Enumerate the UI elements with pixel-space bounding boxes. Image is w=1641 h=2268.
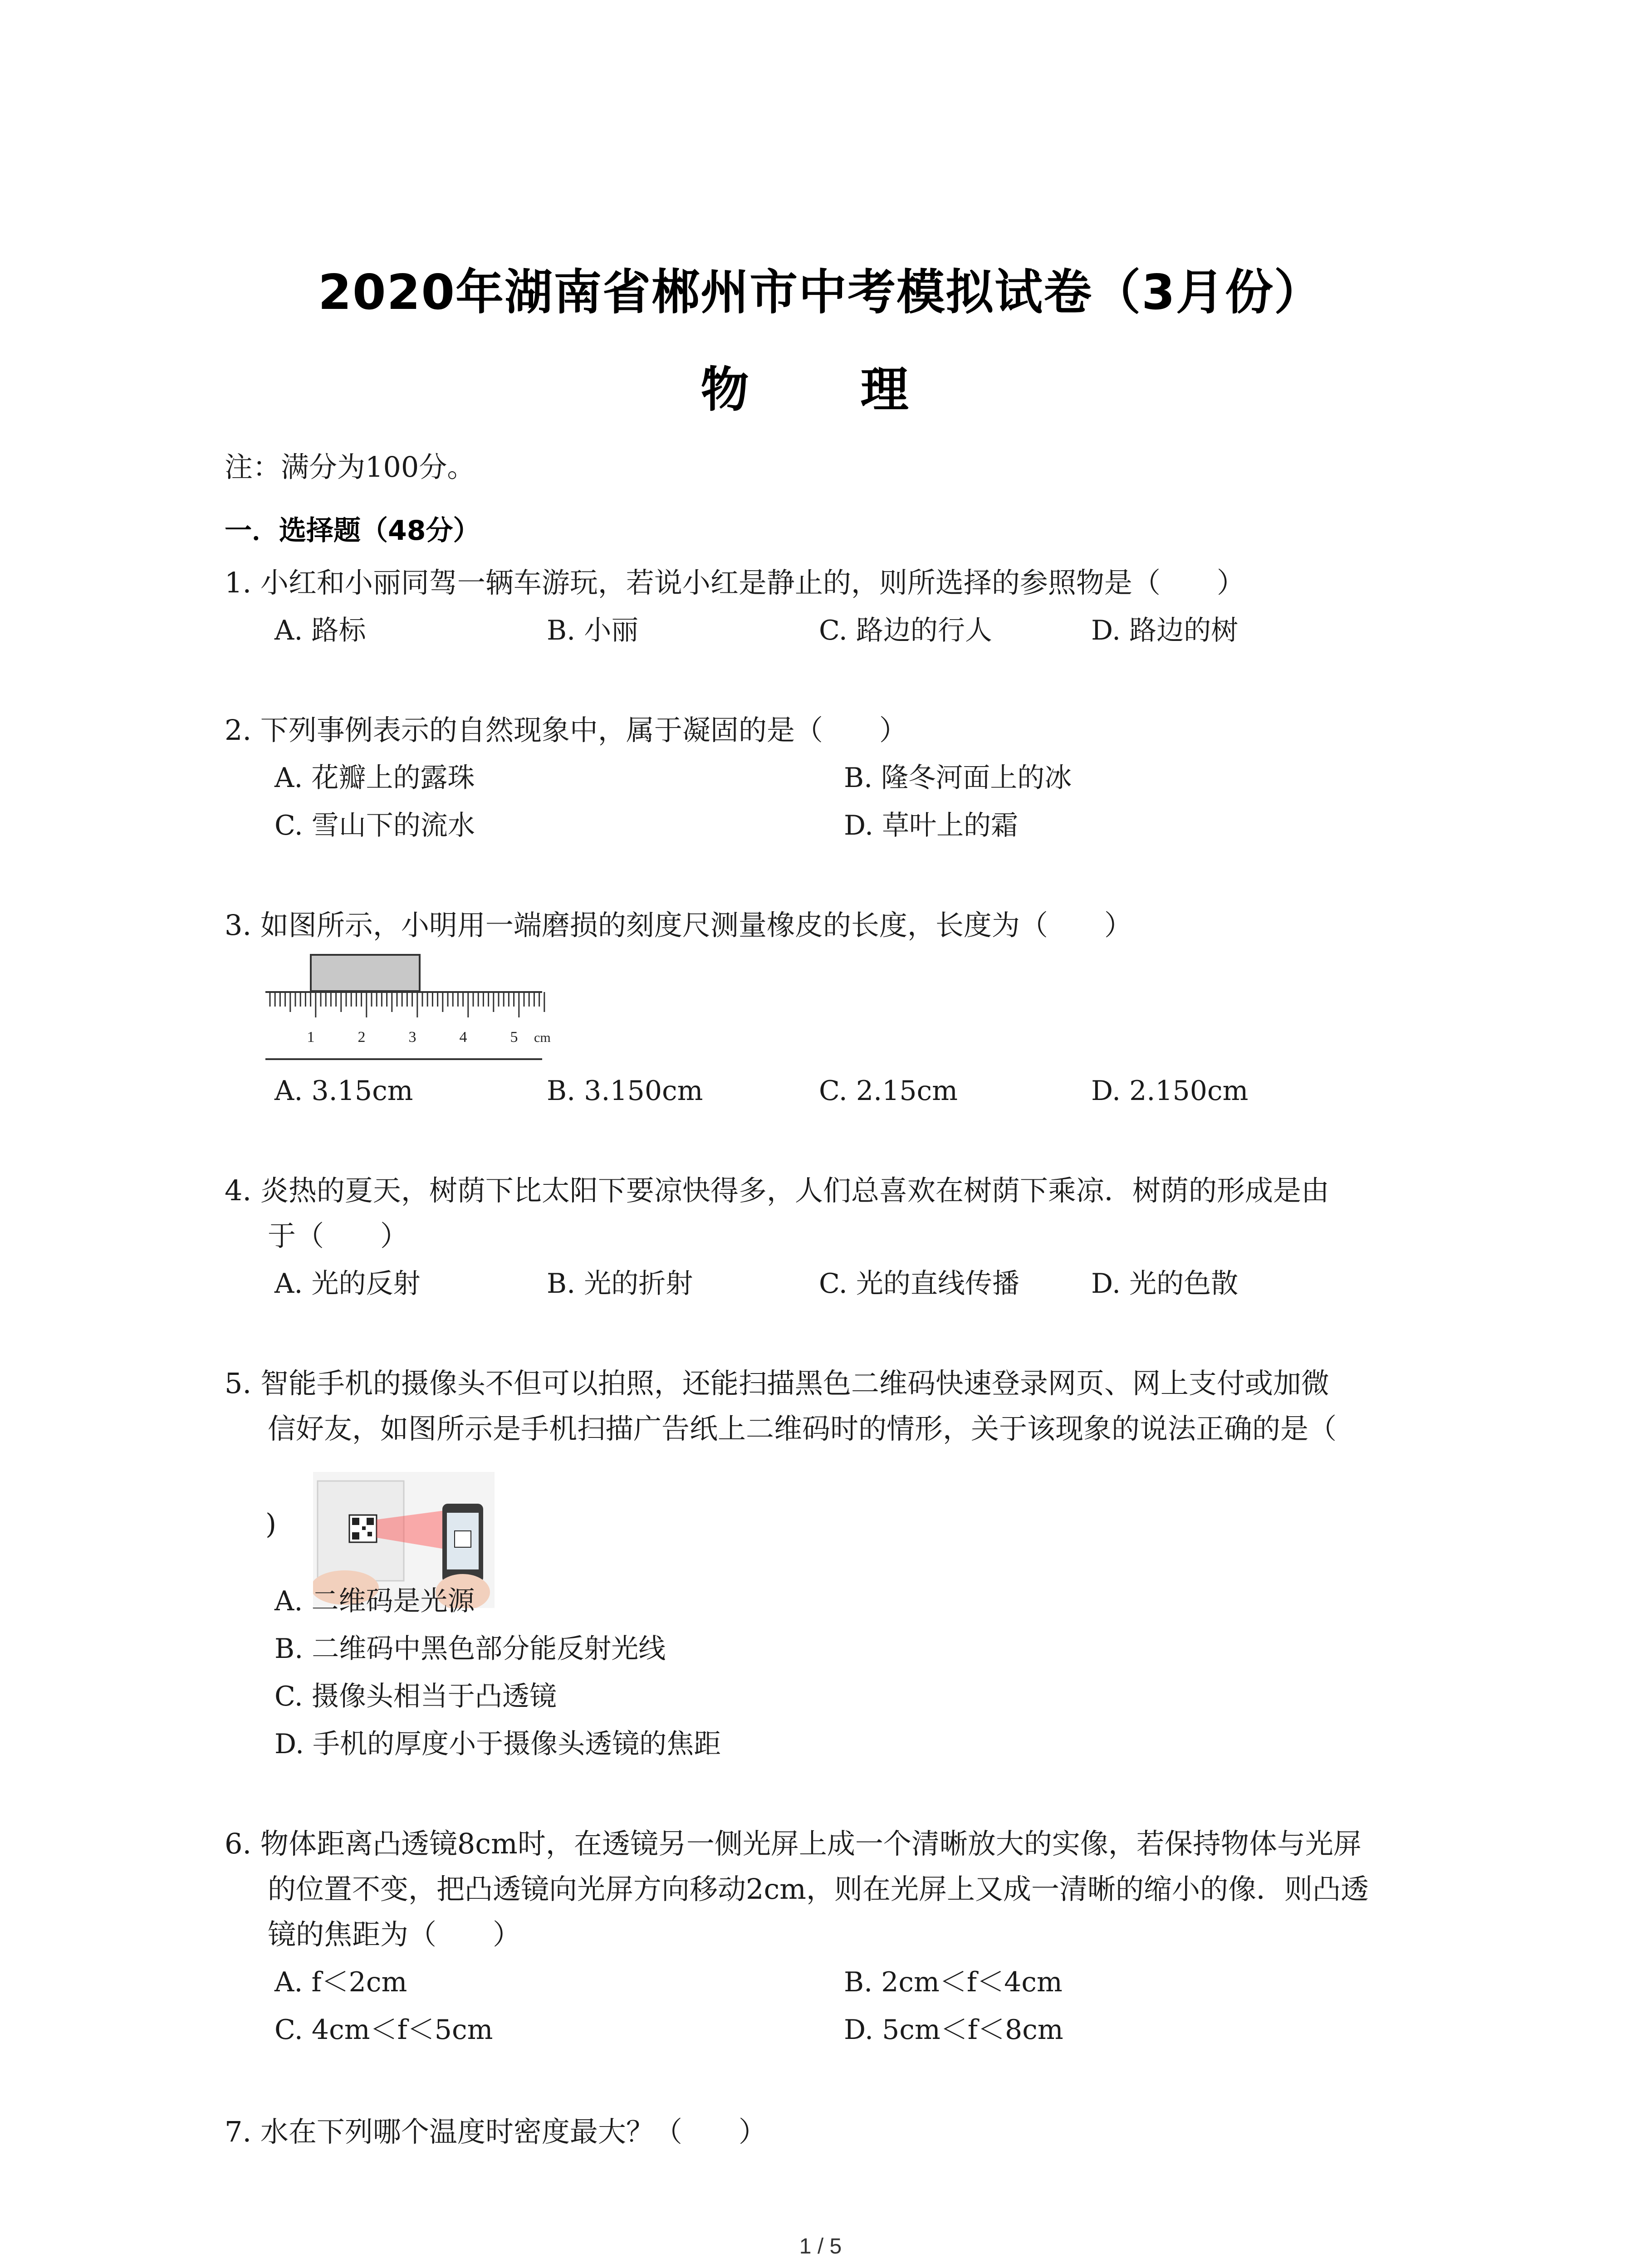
q4-option-c: C. 光的直线传播 — [819, 1268, 1019, 1300]
q2-option-b: B. 隆冬河面上的冰 — [844, 762, 1072, 794]
page-number: 1 / 5 — [799, 2234, 842, 2258]
ruler-ticks — [270, 992, 544, 1017]
q4-option-b: B. 光的折射 — [547, 1268, 693, 1300]
question-4-stem-line-1: 4. 炎热的夏天，树荫下比太阳下要凉快得多，人们总喜欢在树荫下乘凉．树荫的形成是由 — [225, 1174, 1329, 1207]
q3-option-c: C. 2.15cm — [819, 1075, 958, 1107]
question-6-stem-line-3: 镜的焦距为（ ） — [268, 1918, 521, 1951]
ruler-label-4: 4 — [459, 1029, 467, 1046]
subject-heading: 物 理 — [700, 362, 941, 418]
eraser-block — [311, 955, 420, 991]
q2-option-d: D. 草叶上的霜 — [844, 810, 1019, 841]
q1-option-b: B. 小丽 — [547, 615, 639, 646]
q2-option-c: C. 雪山下的流水 — [274, 810, 475, 841]
q4-option-a: A. 光的反射 — [274, 1268, 421, 1300]
ruler-label-3: 3 — [408, 1029, 416, 1046]
question-5-stem-line-1: 5. 智能手机的摄像头不但可以拍照，还能扫描黑色二维码快速登录网页、网上支付或加微 — [225, 1367, 1329, 1400]
q1-option-a: A. 路标 — [274, 615, 366, 646]
exam-title: 2020年湖南省郴州市中考模拟试卷（3月份） — [318, 264, 1323, 320]
ruler-unit: cm — [534, 1030, 551, 1045]
question-6-stem-line-2: 的位置不变，把凸透镜向光屏方向移动2cm，则在光屏上又成一清晰的缩小的像．则凸透 — [268, 1872, 1369, 1906]
q6-option-b: B. 2cm＜f＜4cm — [844, 1966, 1063, 1998]
q6-option-a: A. f＜2cm — [274, 1966, 407, 1998]
q5-option-a: A. 二维码是光源 — [274, 1585, 475, 1617]
question-1-stem: 1. 小红和小丽同驾一辆车游玩，若说小红是静止的，则所选择的参照物是（ ） — [225, 566, 1245, 599]
ruler-label-1: 1 — [307, 1029, 315, 1046]
ruler-label-5: 5 — [510, 1029, 518, 1046]
q5-option-b: B. 二维码中黑色部分能反射光线 — [274, 1633, 666, 1665]
q3-option-d: D. 2.150cm — [1091, 1075, 1249, 1107]
q3-option-b: B. 3.150cm — [547, 1075, 703, 1107]
question-5-stem-line-2: 信好友，如图所示是手机扫描广告纸上二维码时的情形，关于该现象的说法正确的是（ — [268, 1412, 1337, 1445]
question-7-stem: 7. 水在下列哪个温度时密度最大？（ ） — [225, 2115, 767, 2148]
ruler-figure — [265, 950, 556, 1068]
qr-code-icon — [349, 1515, 377, 1542]
ruler-label-2: 2 — [358, 1029, 366, 1046]
question-4-stem-line-2: 于（ ） — [268, 1219, 409, 1252]
q3-option-a: A. 3.15cm — [274, 1075, 413, 1107]
q5-option-d: D. 手机的厚度小于摄像头透镜的焦距 — [274, 1728, 721, 1760]
q1-option-c: C. 路边的行人 — [819, 615, 992, 646]
question-2-stem: 2. 下列事例表示的自然现象中，属于凝固的是（ ） — [225, 714, 907, 747]
section-heading: 一．选择题（48分） — [225, 515, 480, 547]
q5-option-c: C. 摄像头相当于凸透镜 — [274, 1681, 557, 1712]
q2-option-a: A. 花瓣上的露珠 — [274, 762, 475, 794]
question-5-stem-line-3: ) — [265, 1507, 277, 1540]
q6-option-c: C. 4cm＜f＜5cm — [274, 2014, 493, 2046]
q6-option-d: D. 5cm＜f＜8cm — [844, 2014, 1063, 2046]
question-3-stem: 3. 如图所示，小明用一端磨损的刻度尺测量橡皮的长度，长度为（ ） — [225, 909, 1132, 942]
q1-option-d: D. 路边的树 — [1091, 615, 1239, 646]
q4-option-d: D. 光的色散 — [1091, 1268, 1239, 1300]
question-6-stem-line-1: 6. 物体距离凸透镜8cm时，在透镜另一侧光屏上成一个清晰放大的实像，若保持物体与光屏 — [225, 1827, 1362, 1860]
score-note: 注：满分为100分。 — [225, 450, 475, 484]
